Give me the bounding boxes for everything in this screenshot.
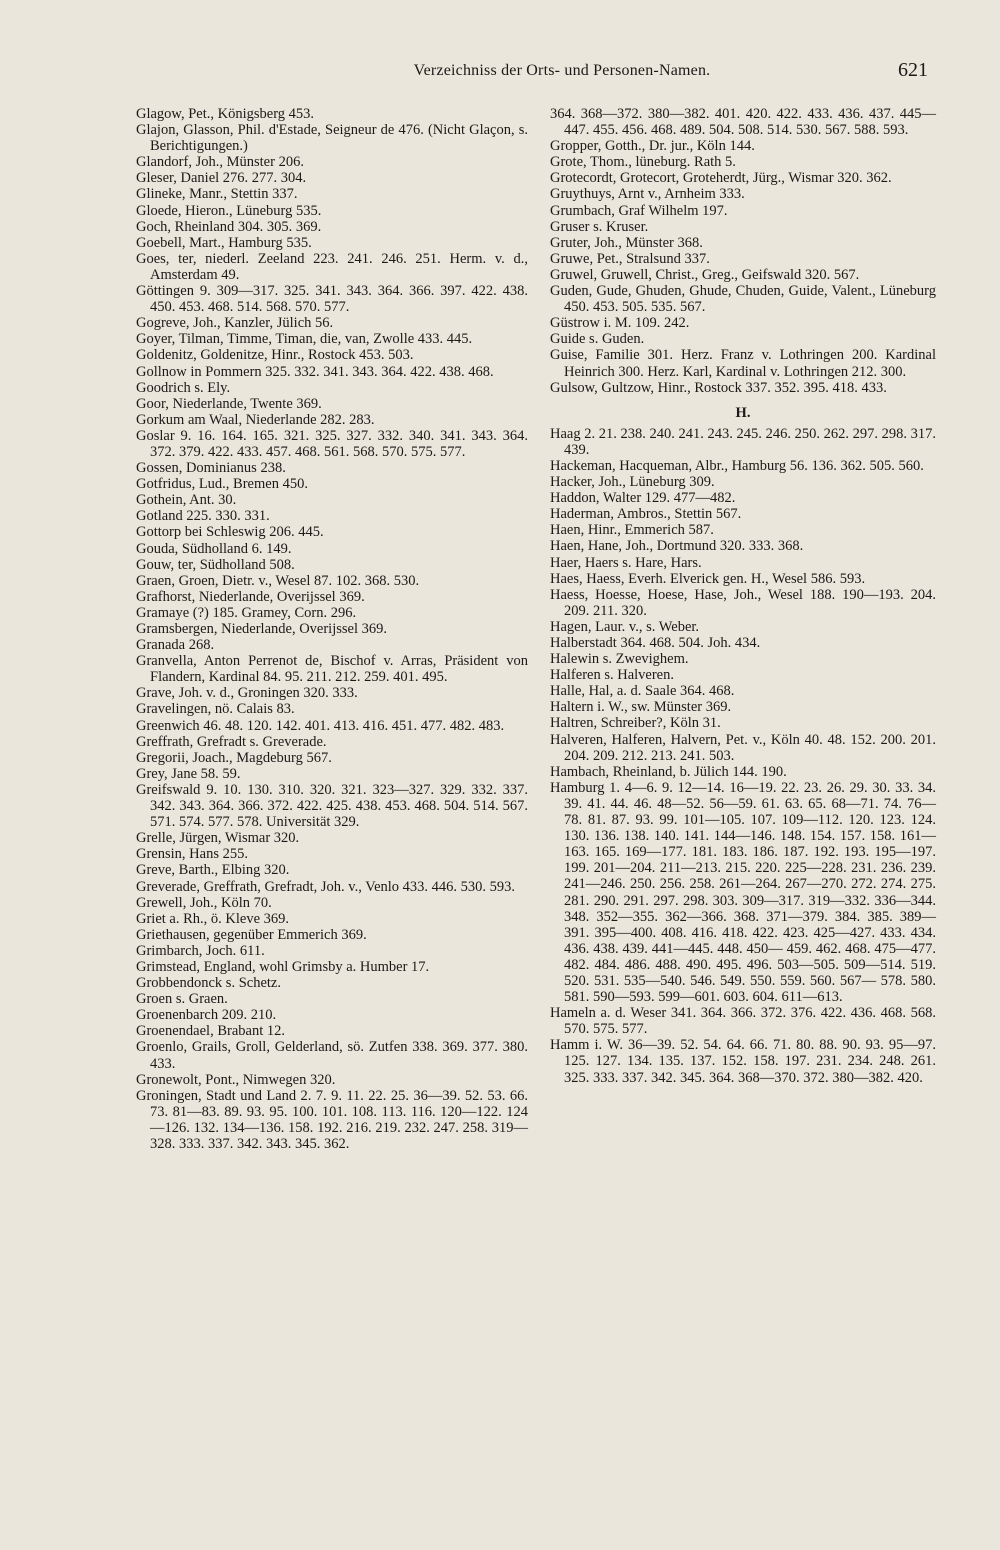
index-entry: Gruwel, Gruwell, Christ., Greg., Geifswald 320. 567. xyxy=(550,266,860,283)
page-number: 621 xyxy=(898,59,928,81)
index-entry: Gollnow in Pommern 325. 332. 341. 343. 364. 422. 438. 468. xyxy=(136,363,494,380)
index-entry: Halferen s. Halveren. xyxy=(550,667,674,684)
index-entry: Halveren, Halferen, Halvern, Pet. v., Köln 40. 48. 152. 200. 201. 204. 209. 212. 213. 241. 503. xyxy=(550,731,936,764)
index-entry: Haen, Hane, Joh., Dortmund 320. 333. 368. xyxy=(550,538,804,555)
index-entry: Haderman, Ambros., Stettin 567. xyxy=(550,506,742,523)
index-entry: Gossen, Dominianus 238. xyxy=(136,460,286,477)
index-entry: Haess, Hoesse, Hoese, Hase, Joh., Wesel 188. 190—193. 204. 209. 211. 320. xyxy=(550,586,936,619)
index-entry: Griet a. Rh., ö. Kleve 369. xyxy=(136,910,290,927)
index-entry: Greffrath, Grefradt s. Greverade. xyxy=(136,733,327,750)
index-entry: Haag 2. 21. 238. 240. 241. 243. 245. 246. 250. 262. 297. 298. 317. 439. xyxy=(550,425,936,458)
index-entry: Goslar 9. 16. 164. 165. 321. 325. 327. 332. 340. 341. 343. 364. 372. 379. 422. 433. 457. 468. 561. 568. 570. 575. 577. xyxy=(136,427,528,460)
index-entry: Goyer, Tilman, Timme, Timan, die, van, Zwolle 433. 445. xyxy=(136,331,473,348)
index-entry: Haddon, Walter 129. 477—482. xyxy=(550,490,736,507)
index-column-left xyxy=(136,106,528,1152)
index-entry: Haer, Haers s. Hare, Hars. xyxy=(550,554,702,571)
index-entry: Grumbach, Graf Wilhelm 197. xyxy=(550,202,728,219)
index-entry: Groenenbarch 209. 210. xyxy=(136,1007,277,1024)
index-entry: Hagen, Laur. v., s. Weber. xyxy=(550,618,700,635)
index-entry: Gregorii, Joach., Magdeburg 567. xyxy=(136,749,332,766)
index-entries-g xyxy=(550,106,936,396)
index-entry: Grimstead, England, wohl Grimsby a. Humber 17. xyxy=(136,958,430,975)
index-entry: Hamm i. W. 36—39. 52. 54. 64. 66. 71. 80. 88. 90. 93. 95—97. 125. 127. 134. 135. 137. 152. 158. 197. 231. 234. 248. 261. 325. 333. 337. 342. 345. 364. 368—370. 372. 380—382. 420. xyxy=(550,1037,936,1086)
running-head xyxy=(136,59,928,88)
index-entry: Gleser, Daniel 276. 277. 304. xyxy=(136,170,307,187)
index-entry: Grelle, Jürgen, Wismar 320. xyxy=(136,830,300,847)
index-entry: Groningen, Stadt und Land 2. 7. 9. 11. 22. 25. 36—39. 52. 53. 66. 73. 81—83. 89. 93. 95. 100. 101. 108. 113. 116. 120—122. 124—126. 132. 134—136. 158. 192. 216. 219. 232. 247. 258. 319—328. 333. 337. 342. 343. 345. 362. xyxy=(136,1087,528,1152)
index-entry: Halewin s. Zwevighem. xyxy=(550,651,689,668)
index-entry: Groen s. Graen. xyxy=(136,991,228,1008)
index-entry: Gouw, ter, Südholland 508. xyxy=(136,556,295,573)
index-entry: Grobbendonck s. Schetz. xyxy=(136,975,281,992)
index-entry: Gotfridus, Lud., Bremen 450. xyxy=(136,476,308,493)
index-entry: Gropper, Gotth., Dr. jur., Köln 144. xyxy=(550,138,755,155)
index-entry: Halle, Hal, a. d. Saale 364. 468. xyxy=(550,683,735,700)
index-entry: Glajon, Glasson, Phil. d'Estade, Seigneur de 476. (Nicht Glaçon, s. Berichtigungen.) xyxy=(136,122,528,155)
index-entry: Goodrich s. Ely. xyxy=(136,379,231,396)
index-entry: Goes, ter, niederl. Zeeland 223. 241. 246. 251. Herm. v. d., Amsterdam 49. xyxy=(136,250,528,283)
index-entry: Greve, Barth., Elbing 320. xyxy=(136,862,290,879)
index-entry: Grewell, Joh., Köln 70. xyxy=(136,894,272,911)
index-entry: Gouda, Südholland 6. 149. xyxy=(136,540,292,557)
index-entry: Haes, Haess, Everh. Elverick gen. H., Wesel 586. 593. xyxy=(550,570,866,587)
index-entry: Grotecordt, Grotecort, Groteherdt, Jürg., Wismar 320. 362. xyxy=(550,170,892,187)
index-entry: Haltren, Schreiber?, Köln 31. xyxy=(550,715,721,732)
index-entry: Groenendael, Brabant 12. xyxy=(136,1023,285,1040)
index-column-right xyxy=(550,106,936,1086)
index-entry: Gruwe, Pet., Stralsund 337. xyxy=(550,250,710,267)
index-entry: Guden, Gude, Ghuden, Ghude, Chuden, Guide, Valent., Lüneburg 450. 453. 505. 535. 567. xyxy=(550,283,936,316)
index-entry: Graen, Groen, Dietr. v., Wesel 87. 102. 368. 530. xyxy=(136,572,420,589)
index-entry: Hameln a. d. Weser 341. 364. 366. 372. 376. 422. 436. 468. 568. 570. 575. 577. xyxy=(550,1005,936,1038)
index-entry: Gramsbergen, Niederlande, Overijssel 369. xyxy=(136,621,387,637)
index-entry: Greifswald 9. 10. 130. 310. 320. 321. 323—327. 329. 332. 337. 342. 343. 364. 366. 372. 422. 425. 438. 453. 468. 504. 514. 567. 571. 574. 577. 578. Universität 329. xyxy=(136,781,528,831)
index-entry: Grave, Joh. v. d., Groningen 320. 333. xyxy=(136,685,358,702)
index-entry: Hacker, Joh., Lüneburg 309. xyxy=(550,474,715,491)
index-entry: Granvella, Anton Perrenot de, Bischof v. Arras, Präsident von Flandern, Kardinal 84. 95. 211. 212. 259. 401. 495. xyxy=(136,653,528,686)
index-entry: Granada 268. xyxy=(136,637,215,654)
index-entry: Grimbarch, Joch. 611. xyxy=(136,942,265,959)
index-entry: Gronewolt, Pont., Nimwegen 320. xyxy=(136,1071,336,1088)
index-entry: Gloede, Hieron., Lüneburg 535. xyxy=(136,202,322,219)
index-entry: Guise, Familie 301. Herz. Franz v. Lothringen 200. Kardinal Heinrich 300. Herz. Karl, Kardinal v. Lothringen 212. 300. xyxy=(550,347,936,380)
index-entry: Haltern i. W., sw. Münster 369. xyxy=(550,699,732,716)
index-entry: Grafhorst, Niederlande, Overijssel 369. xyxy=(136,588,365,605)
index-entry: Gorkum am Waal, Niederlande 282. 283. xyxy=(136,411,375,428)
index-entry: Grote, Thom., lüneburg. Rath 5. xyxy=(550,154,736,171)
index-entry: Gothein, Ant. 30. xyxy=(136,492,237,509)
index-entry: Groenlo, Grails, Groll, Gelderland, sö. Zutfen 338. 369. 377. 380. 433. xyxy=(136,1039,528,1072)
index-entry: Halberstadt 364. 468. 504. Joh. 434. xyxy=(550,635,761,651)
index-entry: Goebell, Mart., Hamburg 535. xyxy=(136,234,312,251)
index-entry: Gravelingen, nö. Calais 83. xyxy=(136,701,295,718)
running-title: Verzeichniss der Orts- und Personen-Namen. xyxy=(413,62,711,79)
index-entry: Grensin, Hans 255. xyxy=(136,846,248,863)
index-entry: Gulsow, Gultzow, Hinr., Rostock 337. 352. 395. 418. 433. xyxy=(550,379,887,396)
index-entry: Haen, Hinr., Emmerich 587. xyxy=(550,522,714,539)
section-letter-h: H. xyxy=(735,404,751,421)
index-entry: Guide s. Guden. xyxy=(550,331,645,348)
index-entry: Gruter, Joh., Münster 368. xyxy=(550,234,703,251)
index-entry: Göttingen 9. 309—317. 325. 341. 343. 364. 366. 397. 422. 438. 450. 453. 468. 514. 568. 570. 577. xyxy=(136,283,528,316)
index-entry: Gruser s. Kruser. xyxy=(550,218,649,235)
index-entry: Goch, Rheinland 304. 305. 369. xyxy=(136,218,322,235)
index-entry: Glagow, Pet., Königsberg 453. xyxy=(136,106,315,122)
index-entry: Güstrow i. M. 109. 242. xyxy=(550,315,690,332)
index-entry: Gruythuys, Arnt v., Arnheim 333. xyxy=(550,186,745,203)
index-entry: Grey, Jane 58. 59. xyxy=(136,765,241,782)
index-entry: Gotland 225. 330. 331. xyxy=(136,508,270,525)
index-entry: Gogreve, Joh., Kanzler, Jülich 56. xyxy=(136,315,334,332)
index-entry: Hackeman, Hacqueman, Albr., Hamburg 56. 136. 362. 505. 560. xyxy=(550,457,924,474)
index-entry: Greverade, Greffrath, Grefradt, Joh. v., Venlo 433. 446. 530. 593. xyxy=(136,878,516,895)
index-entry: Glineke, Manr., Stettin 337. xyxy=(136,186,298,203)
index-entry: Gramaye (?) 185. Gramey, Corn. 296. xyxy=(136,604,357,621)
index-entry: Goor, Niederlande, Twente 369. xyxy=(136,395,322,412)
index-entry: Glandorf, Joh., Münster 206. xyxy=(136,154,304,171)
index-entry: Greenwich 46. 48. 120. 142. 401. 413. 416. 451. 477. 482. 483. xyxy=(136,717,505,734)
index-entry: Gottorp bei Schleswig 206. 445. xyxy=(136,524,324,541)
index-entry: Goldenitz, Goldenitze, Hinr., Rostock 453. 503. xyxy=(136,347,414,364)
index-entry: Hambach, Rheinland, b. Jülich 144. 190. xyxy=(550,763,787,780)
index-entry: 364. 368—372. 380—382. 401. 420. 422. 433. 436. 437. 445—447. 455. 456. 468. 489. 504. 508. 514. 530. 567. 588. 593. xyxy=(550,106,936,139)
index-entry: Griethausen, gegenüber Emmerich 369. xyxy=(136,926,367,943)
index-entry: Hamburg 1. 4—6. 9. 12—14. 16—19. 22. 23. 26. 29. 30. 33. 34. 39. 41. 44. 46. 48—52. 56—59. 61. 63. 65. 68—71. 74. 76—78. 81. 87. 93. 99. 101—105. 107. 109—112. 120. 123. 124. 130. 136. 138. 140. 141. 144—146. 148. 154. 157. 158. 161—163. 165. 169—177. 181. 183. 186. 187. 192. 193. 195—197. 199. 201—204. 211—213. 215. 220. 225—228. 231. 236. 239. 241—246. 250. 256. 258. 261—264. 267—270. 272. 274. 275. 281. 290. 291. 297. 298. 303. 309—317. 319—332. 336—344. 348. 352—355. 362—366. 368. 371—379. 384. 385. 389—391. 395—400. 408. 416. 418. 422. 423. 425—427. 433. 434. 436. 438. 439. 441—445. 448. 450— 459. 462. 468. 475—477. 482. 484. 486. 488. 490. 495. 496. 503—505. 509—514. 519. 520. 531. 535—540. 546. 549. 550. 559. 560. 567— 578. 580. 581. 590—593. 599—601. 603. 604. 611—613. xyxy=(550,779,936,1006)
index-entries-h xyxy=(550,426,936,1086)
